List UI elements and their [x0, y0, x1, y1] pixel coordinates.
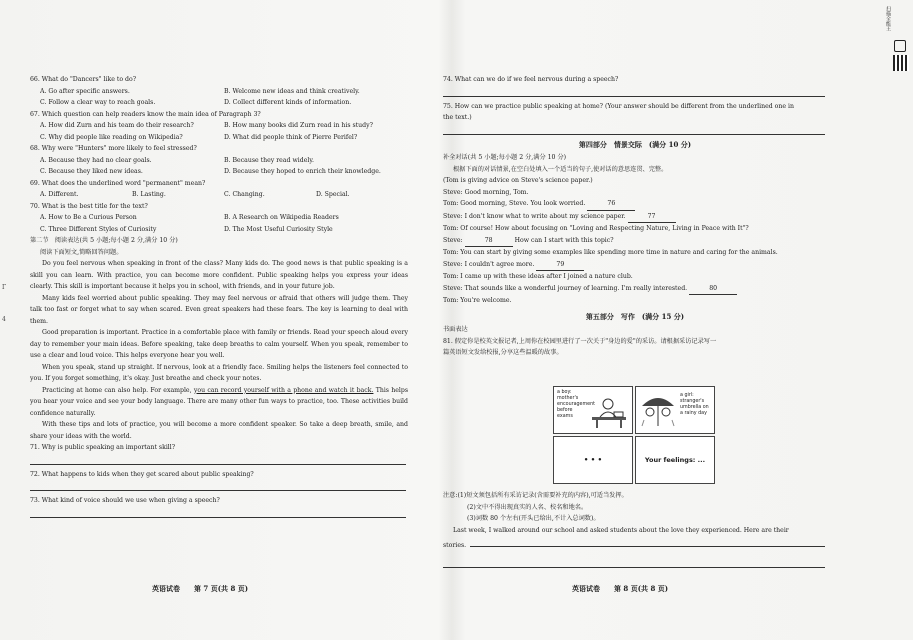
dialogue-context: (Tom is giving advice on Steve's science paper.): [443, 177, 593, 184]
text: This helps you hear your voice and see your body language. There are many other fun ways to practice, too. These activities build confidence naturally.: [30, 386, 408, 417]
dialogue-line: [443, 259, 827, 272]
text: Steve: I don't know what to write about my science paper.: [443, 212, 626, 220]
writing-opening-row: [443, 536, 827, 551]
text: Steve:: [443, 236, 463, 244]
question-70: 70. What is the best title for the text?: [30, 202, 148, 210]
part-5-heading: 第五部分 写作 (满分 15 分): [585, 311, 685, 321]
interview-cell: • • •: [553, 436, 633, 484]
text: Steve: That sounds like a wonderful journey of learning. I'm really interested.: [443, 284, 688, 292]
paragraph: When you speak, stand up straight. If nervous, look at a friendly face. Smiling helps the listeners feel connected to you. If you forget something, it's okay. Just breathe and check your notes.: [30, 363, 408, 382]
qr-code: [893, 55, 909, 71]
option: D. Because they hoped to enrich their knowledge.: [224, 168, 381, 175]
dialogue-line: Tom: I came up with these ideas after I joined a nature club.: [443, 273, 633, 280]
option: C. Follow a clear way to reach goals.: [40, 99, 156, 106]
option: A. Different.: [40, 191, 79, 198]
question-69: 69. What does the underlined word "permanent" mean?: [30, 179, 206, 187]
note: 注意:(1)短文须包括所有采访记录(含需要补充的内容),可适当发挥。: [443, 492, 628, 499]
option: C. Changing.: [224, 191, 265, 198]
cell-caption: a girl: stranger's umbrella on a rainy day: [680, 393, 709, 416]
scanner-logo-icon: [894, 40, 906, 52]
writing-opening-cont: stories.: [443, 541, 467, 549]
text: How can I start with this topic?: [514, 236, 614, 244]
text: Tom: Good morning, Steve. You look worried.: [443, 200, 586, 207]
text: Steve: I couldn't agree more.: [443, 260, 535, 268]
writing-notes: [443, 490, 827, 572]
umbrella-illustration: [638, 390, 678, 430]
option: B. How many books did Zurn read in his study?: [224, 122, 373, 129]
question-68-options: [30, 155, 408, 167]
option: A. How to Be a Curious Person: [40, 214, 137, 221]
page-footer-8: 英语试卷 第 8 页(共 8 页): [572, 584, 669, 593]
paragraph: Good preparation is important. Practice in a comfortable place with family or friends. Read your speech aloud every day to remember your main ideas. Before speaking, take deep breaths to calm yourself. When you speak, remember to use a clear and loud voice. This helps everyone hear you well.: [30, 329, 408, 359]
blank-77[interactable]: 77: [628, 211, 676, 224]
question-75: 75. How can we practice public speaking at home? (Your answer should be different from the underlined one in: [443, 102, 794, 110]
page-footer-7: 英语试卷 第 7 页(共 8 页): [152, 584, 249, 593]
question-67-options: [30, 120, 408, 132]
note: (3)词数 80 个左右(开头已给出,不计入总词数)。: [467, 515, 600, 522]
dialogue-line: [443, 235, 827, 248]
dialogue-line: [443, 283, 827, 296]
part-4-heading: 第四部分 情景交际 (满分 10 分): [578, 139, 692, 149]
question-67-options: [30, 132, 408, 144]
option: C. Because they liked new ideas.: [40, 168, 143, 175]
question-67: 67. Which question can help readers know the main idea of Paragraph 3?: [30, 110, 261, 118]
paragraph: Do you feel nervous when speaking in front of the class? Many kids do. The good news is that public speaking is a skill you can learn. With practice, you can become more confident. Public speaking helps you express your ideas clearly. This skill is important because it helps you in school, with friends, and in your future job.: [30, 260, 408, 290]
option: C. Why did people like reading on Wikipedia?: [40, 133, 183, 141]
dialogue-line: Tom: Of course! How about focusing on "Loving and Respecting Nature, Living in Peace with It"?: [443, 225, 749, 232]
edge-mark: Γ: [2, 284, 7, 291]
option: C. Three Different Styles of Curiosity: [40, 225, 157, 233]
page-7-column: [30, 74, 408, 522]
section-instruction: 阅读下面短文,简略回答问题。: [40, 248, 123, 256]
edge-mark: 4: [2, 316, 6, 323]
boy-studying-illustration: [590, 395, 628, 429]
option: B. Lasting.: [132, 191, 166, 198]
note: (2)文中不得出现真实的人名、校名和地名。: [467, 503, 588, 511]
question-74: 74. What can we do if we feel nervous during a speech?: [443, 76, 619, 83]
option: D. Collect different kinds of information.: [224, 99, 352, 106]
interview-cell: Your feelings: ...: [635, 436, 715, 484]
option: D. Special.: [316, 191, 350, 198]
writing-opening: Last week, I walked around our school and asked students about the love they experienced. Here are their: [453, 526, 789, 534]
part-4-subheading: 补全对话(共 5 小题;每小题 2 分,满分 10 分): [443, 154, 567, 161]
question-75-cont: the text.): [443, 114, 472, 121]
section-heading: 第二节 阅读表达(共 5 小题;每小题 2 分,满分 10 分): [30, 237, 178, 244]
option: D. What did people think of Pierre Perifel?: [224, 133, 358, 141]
dialogue-line: Steve: Good morning, Tom.: [443, 188, 529, 196]
answer-line[interactable]: [30, 480, 406, 491]
interview-cell: [553, 386, 633, 434]
question-81-cont: 篇英语短文发给校报,分享这些温暖的故事。: [443, 349, 563, 356]
answer-line[interactable]: [470, 536, 825, 547]
blank-76[interactable]: 76: [587, 198, 635, 211]
blank-79[interactable]: 79: [536, 259, 584, 272]
option: B. Because they read widely.: [224, 156, 314, 164]
interview-cell: [635, 386, 715, 434]
answer-line[interactable]: [30, 454, 406, 465]
option: B. Welcome new ideas and think creatively.: [224, 87, 360, 95]
reading-passage: [30, 258, 408, 442]
dialogue-line: [443, 198, 827, 211]
question-81: 81. 假定你是校英文报记者,上周你在校园里进行了一次关于"身边的爱"的采访。请根据采访记录写一: [443, 337, 717, 345]
cell-caption: a boy: mother's encouragement before exams: [557, 390, 596, 419]
dialogue-line: Tom: You can start by giving some examples like spending more time in nature and caring for the animals.: [443, 249, 778, 256]
question-69-options: [30, 189, 408, 201]
part-5-subheading: 书面表达: [443, 326, 468, 333]
question-68: 68. Why were "Hunters" more likely to feel stressed?: [30, 145, 197, 152]
paragraph: [30, 385, 408, 420]
dialogue-line: Tom: You're welcome.: [443, 297, 512, 304]
option: A. Because they had no clear goals.: [40, 156, 152, 164]
answer-line[interactable]: [443, 124, 825, 135]
scanner-watermark: 扫描全能王: [885, 6, 891, 31]
question-72: 72. What happens to kids when they get scared about public speaking?: [30, 470, 254, 478]
question-66: 66. What do "Dancers" like to do?: [30, 76, 137, 83]
answer-line[interactable]: [443, 86, 825, 97]
question-71: 71. Why is public speaking an important skill?: [30, 444, 176, 451]
interview-record-grid: [553, 386, 715, 486]
blank-80[interactable]: 80: [689, 283, 737, 296]
option: A. Go after specific answers.: [40, 87, 130, 95]
paragraph: Many kids feel worried about public speaking. They may feel nervous or afraid that others will judge them. They talk too fast or forget what to say when scared. Even great speakers had these fears. The key is learning to deal with them.: [30, 294, 408, 325]
dialogue-line: [443, 211, 827, 224]
blank-78[interactable]: 78: [465, 235, 513, 248]
paragraph: With these tips and lots of practice, you will become a more confident speaker. So take a deep breath, smile, and share your ideas with the world.: [30, 421, 408, 440]
answer-line[interactable]: [30, 507, 406, 518]
question-66-options: [30, 86, 408, 98]
question-68-options: [30, 166, 408, 178]
question-70-options: [30, 212, 408, 224]
option: B. A Research on Wikipedia Readers: [224, 214, 339, 221]
text: Practicing at home can also help. For example,: [42, 386, 194, 394]
part-4-instruction: 根据下面的对话情景,在空白处填入一个适当的句子,使对话的意思连贯、完整。: [453, 165, 668, 173]
question-66-options: [30, 97, 408, 109]
answer-line[interactable]: [443, 557, 825, 568]
question-73: 73. What kind of voice should we use when giving a speech?: [30, 497, 220, 504]
option: D. The Most Useful Curiosity Style: [224, 225, 333, 233]
option: A. How did Zurn and his team do their research?: [40, 122, 194, 129]
question-70-options: [30, 224, 408, 236]
underlined-sentence: you can record yourself with a phone and watch it back.: [193, 386, 374, 394]
page-8-column: [443, 74, 827, 359]
